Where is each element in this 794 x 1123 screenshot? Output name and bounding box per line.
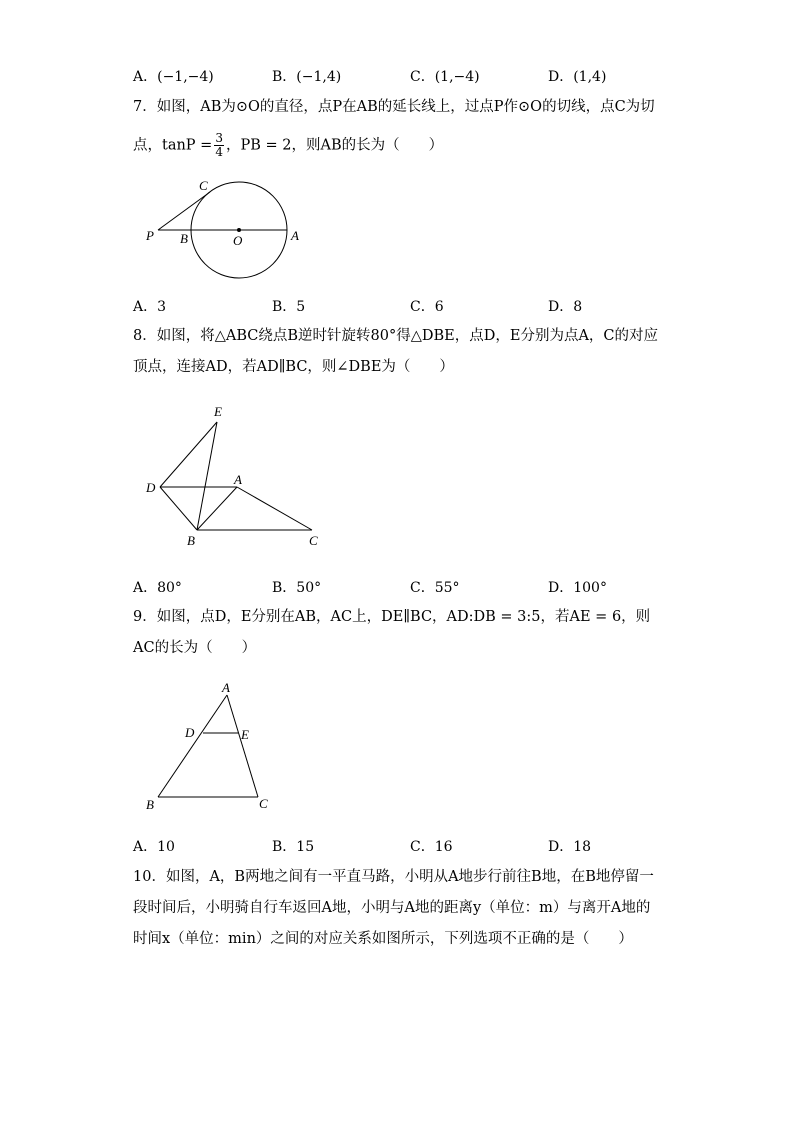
segment-ba (197, 487, 237, 530)
q9-stem-line1: 9．如图，点D，E分别在AB，AC上，DE∥BC，AD:DB = 3:5，若AE = 6，则 (133, 609, 651, 625)
segment-ac (237, 487, 312, 530)
q7-stem-line1: 7．如图，AB为⊙O的直径，点P在AB的延长线上，过点P作⊙O的切线，点C为切 (133, 99, 655, 115)
label-b: B (180, 231, 188, 246)
segment-ac (227, 695, 258, 797)
label-b: B (187, 533, 195, 548)
q9-option-a: A．10 (133, 839, 175, 855)
q7-fraction (214, 132, 224, 159)
label-o: O (233, 233, 243, 248)
q8-stem-line2: 顶点，连接AD，若AD∥BC，则∠DBE为（ ） (133, 359, 454, 375)
q9-figure (140, 678, 280, 818)
label-a: A (234, 472, 242, 487)
q9-option-d: D．18 (548, 839, 592, 855)
label-d: D (185, 725, 195, 740)
q6-option-a: A．(−1,−4) (133, 69, 214, 85)
label-a: A (222, 680, 230, 695)
q8-figure (140, 400, 340, 550)
label-b: B (146, 797, 154, 812)
q7-stem-pre: 点，tanP = (133, 137, 213, 154)
q10-stem-line2: 段时间后，小明骑自行车返回A地，小明与A地的距离y（单位：m）与离开A地的 (133, 900, 651, 916)
q9-option-b: B．15 (272, 839, 315, 855)
q8-stem-line1: 8．如图，将△ABC绕点B逆时针旋转80°得△DBE，点D，E分别为点A，C的对应 (133, 328, 659, 344)
tangent-pc (158, 192, 210, 230)
q6-option-d: D．(1,4) (548, 69, 607, 85)
q9-stem-line2: AC的长为（ ） (133, 640, 257, 656)
q7-fraction-num: 3 (215, 131, 223, 145)
label-p: P (146, 228, 154, 243)
label-a: A (291, 228, 299, 243)
label-e: E (241, 727, 249, 742)
q10-stem-line1: 10．如图，A，B两地之间有一平直马路，小明从A地步行前往B地，在B地停留一 (133, 869, 654, 885)
q6-option-b: B．(−1,4) (272, 69, 342, 85)
q7-option-d: D．8 (548, 299, 583, 315)
q10-stem-line3: 时间x（单位：min）之间的对应关系如图所示，下列选项不正确的是（ ） (133, 931, 633, 947)
q8-option-a: A．80° (133, 580, 182, 596)
segment-be (197, 422, 217, 530)
q9-option-c: C．16 (410, 839, 453, 855)
q8-option-d: D．100° (548, 580, 607, 596)
label-c: C (259, 796, 268, 811)
q8-option-b: B．50° (272, 580, 322, 596)
q7-option-c: C．6 (410, 299, 444, 315)
q7-stem-post: ，PB = 2，则AB的长为（ ） (225, 137, 444, 154)
q7-stem-line2 (133, 132, 443, 159)
q7-option-b: B．5 (272, 299, 306, 315)
segment-db (160, 487, 197, 530)
q7-fraction-den: 4 (215, 145, 223, 159)
label-c: C (199, 178, 208, 193)
q7-figure (140, 172, 320, 287)
label-e: E (214, 404, 222, 419)
label-c: C (309, 533, 318, 548)
q8-option-c: C．55° (410, 580, 460, 596)
segment-de (160, 422, 217, 487)
label-d: D (146, 480, 156, 495)
segment-ab (158, 695, 227, 797)
q7-option-a: A．3 (133, 299, 167, 315)
q6-option-c: C．(1,−4) (410, 69, 480, 85)
center-dot (237, 228, 241, 232)
